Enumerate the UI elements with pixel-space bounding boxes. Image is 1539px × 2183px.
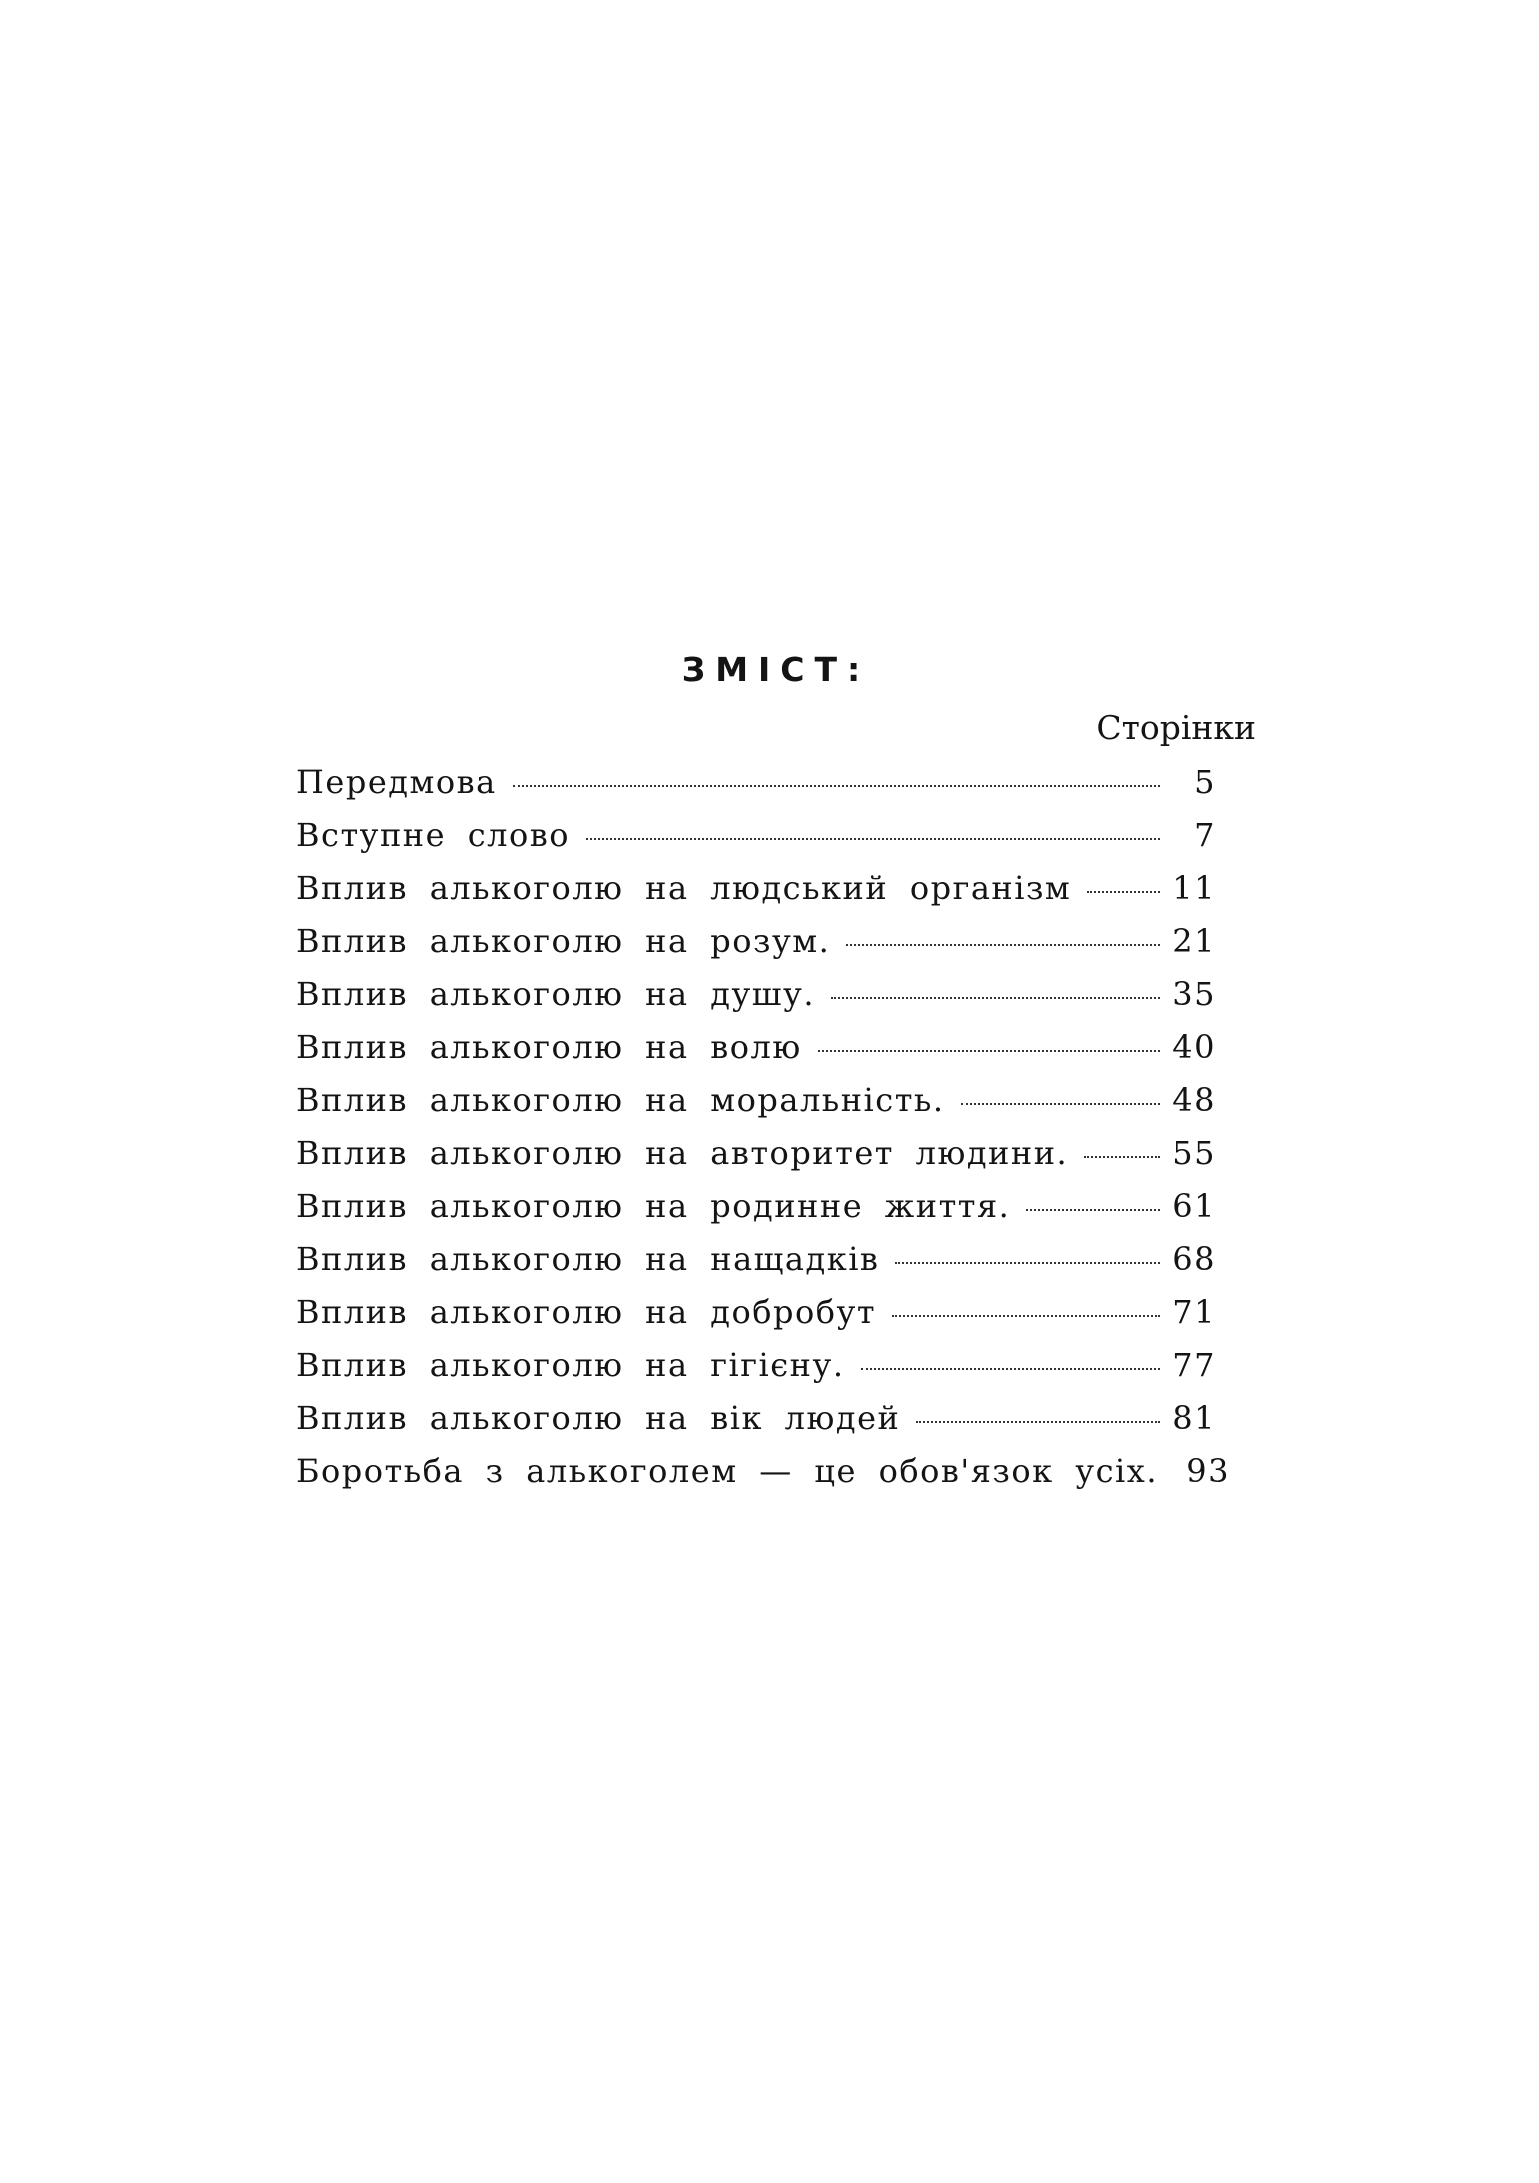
toc-entry-title: Вплив алькоголю на розум. — [296, 922, 831, 960]
toc-entry-title: Вплив алькоголю на моральність. — [296, 1081, 945, 1119]
dot-leader — [892, 1315, 1160, 1317]
toc-entry-page: 7 — [1194, 816, 1216, 854]
toc-entry-page: 93 — [1186, 1452, 1230, 1490]
toc-entry — [296, 968, 1216, 1021]
dot-leader — [916, 1421, 1160, 1423]
toc-entry — [296, 1233, 1216, 1286]
dot-leader — [513, 785, 1160, 787]
toc-entry-title: Вплив алькоголю на добробут — [296, 1293, 877, 1331]
dot-leader — [961, 1103, 1161, 1105]
toc-entry-page: 5 — [1194, 763, 1216, 801]
toc-entry — [296, 862, 1216, 915]
toc-entry-title: Вступне слово — [296, 816, 571, 854]
toc-entry — [296, 1286, 1216, 1339]
toc-entry-page: 55 — [1172, 1134, 1216, 1172]
dot-leader — [831, 997, 1160, 999]
toc-entry-title: Вплив алькоголю на нащадків — [296, 1240, 880, 1278]
toc-entry-page: 48 — [1172, 1081, 1216, 1119]
toc-entry-title: Вплив алькоголю на гігієну. — [296, 1346, 845, 1384]
toc-entry — [296, 1021, 1216, 1074]
toc-entry — [296, 1392, 1216, 1445]
toc-entry-page: 68 — [1172, 1240, 1216, 1278]
toc-entry — [296, 1339, 1216, 1392]
table-of-contents — [296, 640, 1256, 1498]
pages-column-header: Сторінки — [1096, 708, 1256, 747]
dot-leader — [846, 944, 1160, 946]
toc-entry — [296, 756, 1216, 809]
dot-leader — [818, 1050, 1160, 1052]
toc-entry-page: 40 — [1172, 1028, 1216, 1066]
toc-entry-title: Вплив алькоголю на вік людей — [296, 1399, 901, 1437]
dot-leader — [1026, 1209, 1160, 1211]
dot-leader — [1084, 1156, 1160, 1158]
dot-leader — [1087, 891, 1160, 893]
toc-entry-page: 21 — [1172, 922, 1216, 960]
dot-leader — [895, 1262, 1160, 1264]
toc-entry — [296, 915, 1216, 968]
toc-title: ЗМІСТ: — [681, 650, 871, 689]
toc-entry — [296, 809, 1216, 862]
toc-entry-page: 71 — [1172, 1293, 1216, 1331]
toc-entry-title: Вплив алькоголю на волю — [296, 1028, 802, 1066]
toc-entry-title: Вплив алькоголю на людський організм — [296, 869, 1072, 907]
toc-entries — [296, 756, 1230, 1498]
toc-entry — [296, 1127, 1216, 1180]
toc-entry — [296, 1180, 1216, 1233]
toc-entry-title: Боротьба з алькоголем — це обов'язок усіх. — [296, 1452, 1158, 1490]
toc-entry-page: 11 — [1172, 869, 1216, 907]
toc-entry-page: 61 — [1172, 1187, 1216, 1225]
toc-entry — [296, 1074, 1216, 1127]
toc-entry-page: 81 — [1172, 1399, 1216, 1437]
toc-entry — [296, 1445, 1230, 1498]
toc-entry-title: Вплив алькоголю на авторитет людини. — [296, 1134, 1069, 1172]
toc-entry-title: Вплив алькоголю на душу. — [296, 975, 816, 1013]
dot-leader — [861, 1368, 1161, 1370]
toc-entry-page: 35 — [1172, 975, 1216, 1013]
toc-entry-title: Вплив алькоголю на родинне життя. — [296, 1187, 1011, 1225]
dot-leader — [586, 838, 1160, 840]
toc-entry-page: 77 — [1172, 1346, 1216, 1384]
toc-entry-title: Передмова — [296, 763, 497, 801]
